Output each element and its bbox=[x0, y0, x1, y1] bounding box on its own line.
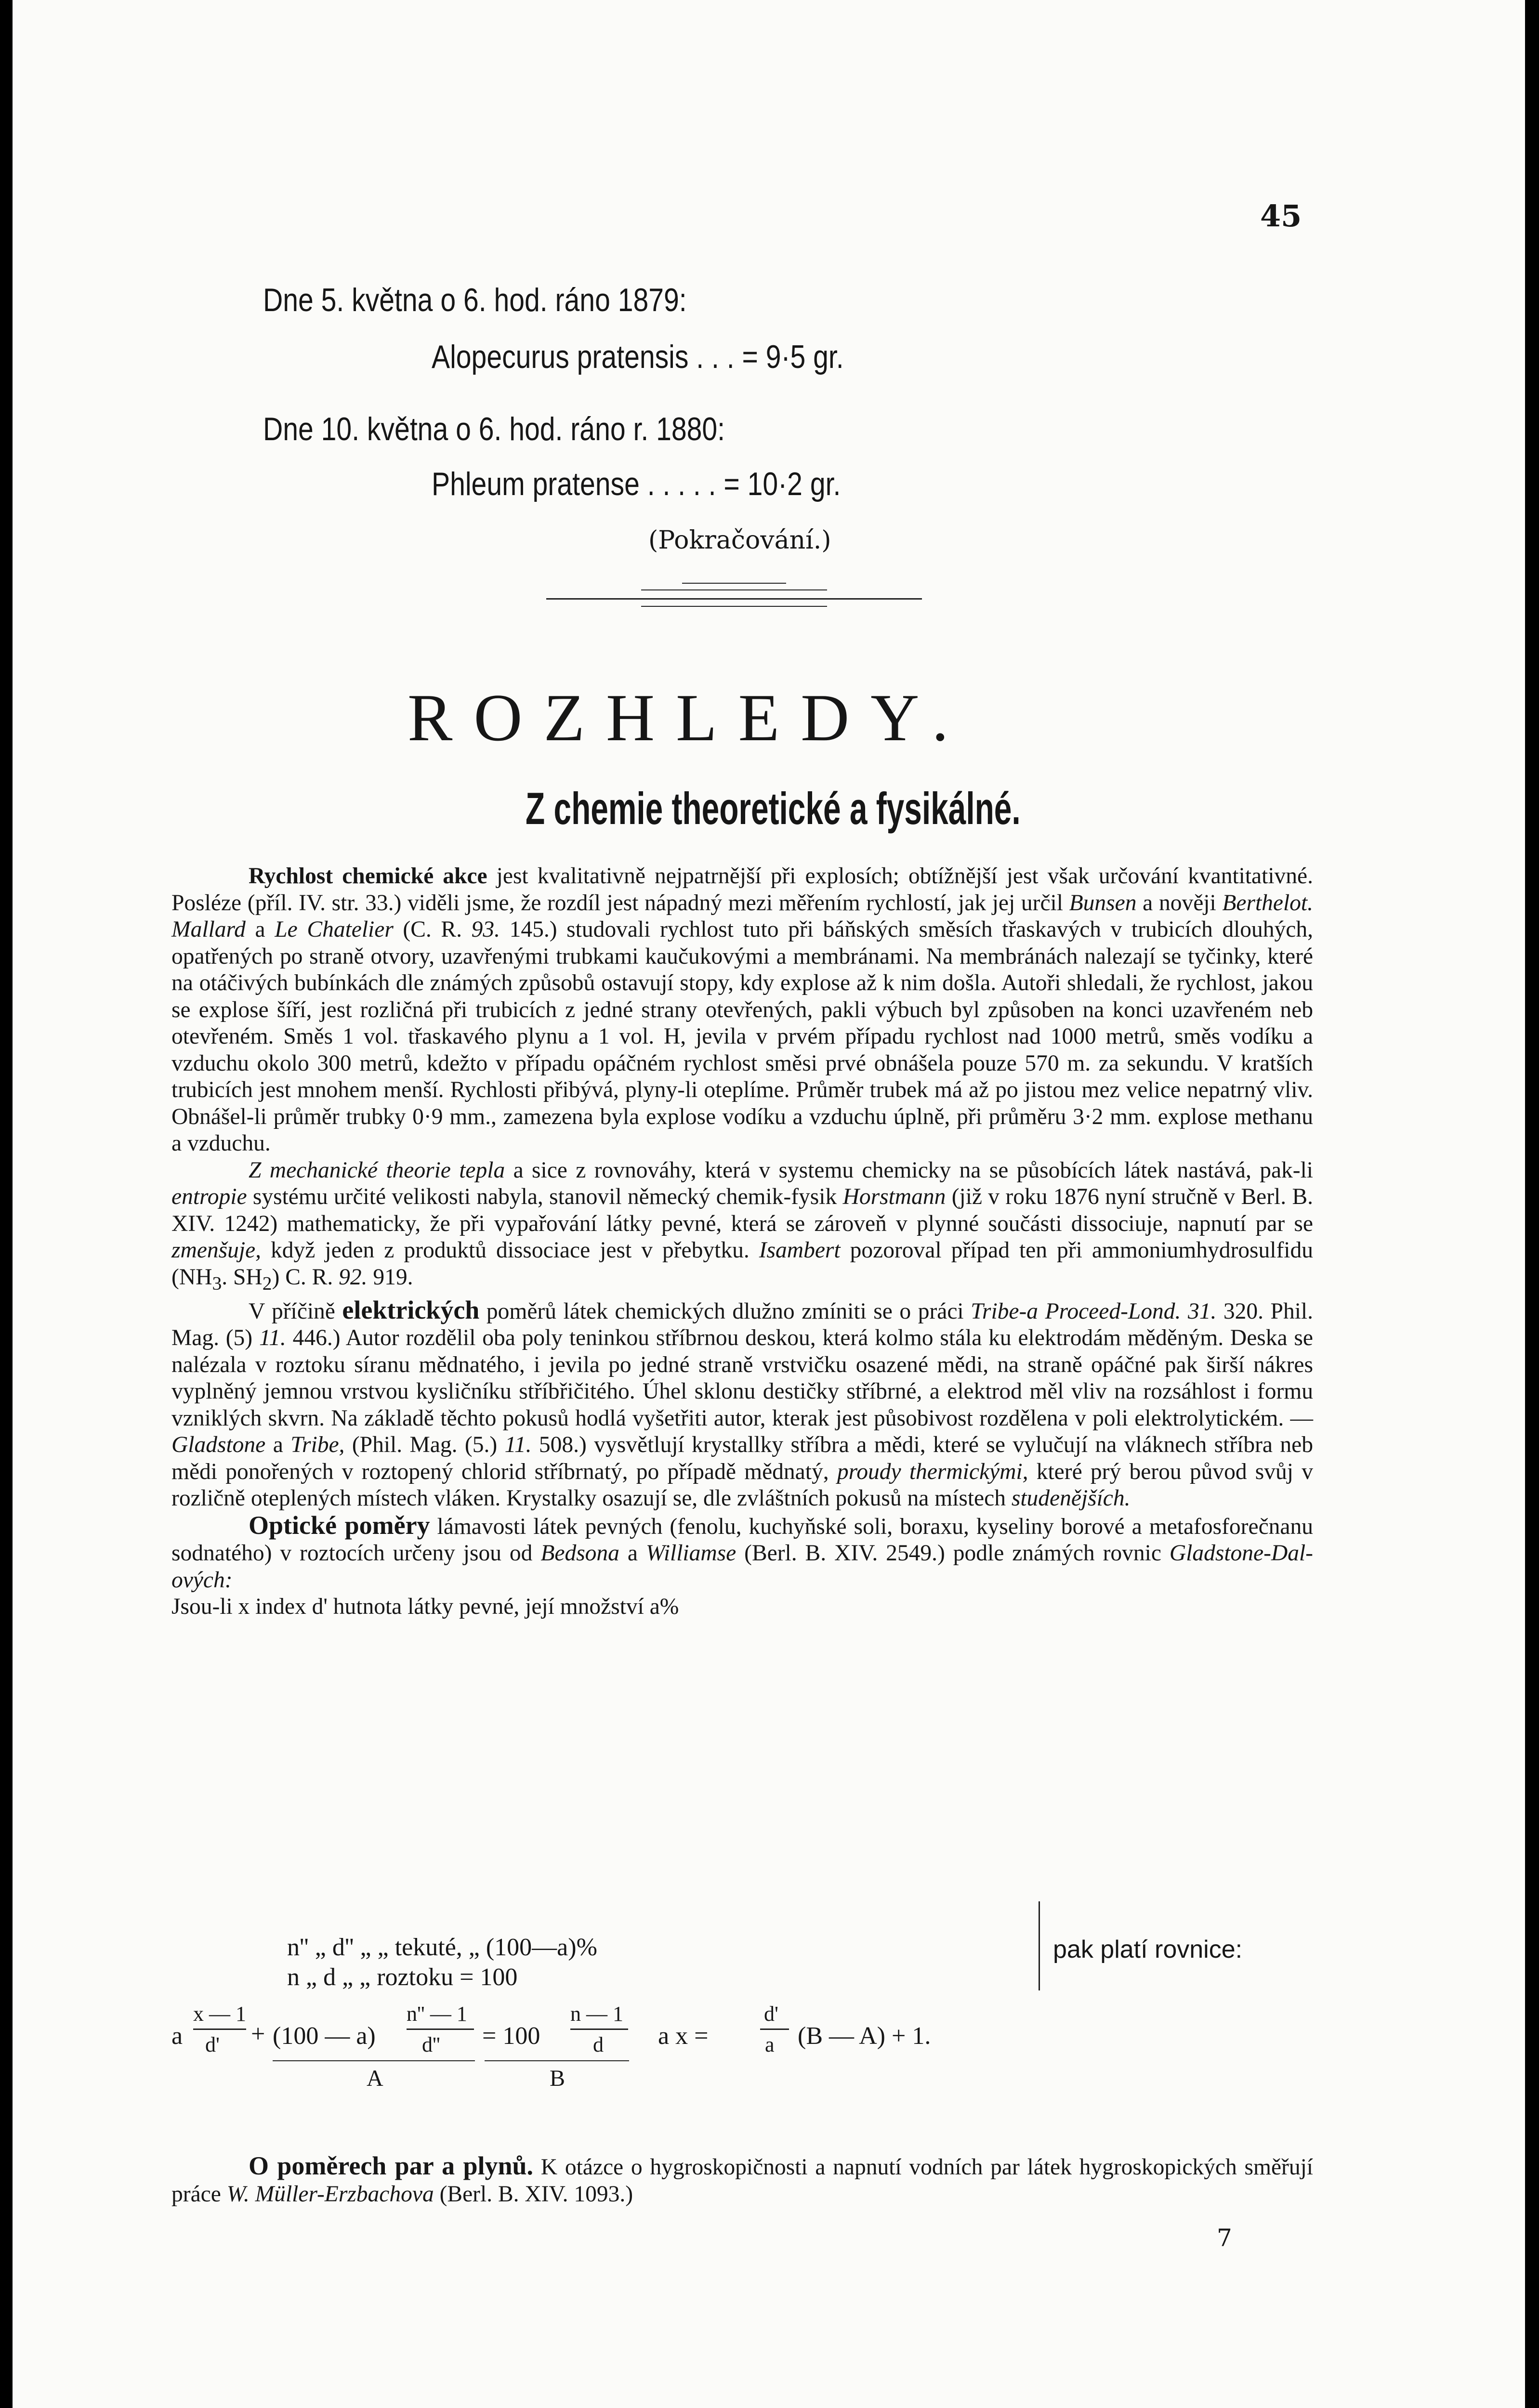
text-run: (C. R. bbox=[393, 917, 472, 942]
definition-line: Jsou-li x index d' hutnota látky pevné, její množství a% bbox=[171, 1594, 679, 1619]
fraction-numerator: d' bbox=[764, 2002, 778, 2026]
author-name: Horstmann bbox=[842, 1184, 946, 1209]
text-run: 919. bbox=[367, 1264, 413, 1290]
separator-line bbox=[682, 583, 786, 584]
author-name: Gladstone bbox=[171, 1432, 266, 1457]
paragraph-optical bbox=[171, 1512, 1313, 1594]
underbrace-b bbox=[485, 2060, 629, 2061]
section-title: ROZHLEDY. bbox=[408, 681, 970, 755]
author-name: Williamse bbox=[645, 1541, 737, 1566]
text-run: které prý berou původ svůj v rozličně oteplených místech vláken. Krystalky osazují se, dle zvláštních pokusů na místech bbox=[171, 1459, 1313, 1511]
text-run: 446.) Autor rozdělil oba poly teninkou stříbrnou deskou, která kolmo stála ku elektrodám měděným. Deska se nalézala v roztoku síranu mědnatého, i jevila po jedné straně vrstvičku osazené mědi, na straně opáčné pak širší nákres vyplněný jemnou vrstvou kysličníku stříbřičitého. Úhel sklonu destičky stříbrné, a elektrod měl vliv na rozsáhlost i formu vzniklých skvrn. Na základě těchto pokusů hodlá vyšetřiti autor, kterak jest působivost rozdělena v poli elektrolytickém. — bbox=[171, 1325, 1313, 1431]
signature-mark: 7 bbox=[1217, 2224, 1232, 2252]
text-run: poměrů látek chemických dlužno zmíniti se o práci bbox=[479, 1298, 971, 1324]
text-run: (Phil. Mag. (5.) bbox=[344, 1432, 505, 1457]
fraction-denominator: d bbox=[593, 2033, 604, 2056]
article-body-continued bbox=[171, 2153, 1313, 2208]
fraction-denominator: d'' bbox=[422, 2033, 440, 2056]
paragraph-mechanical-theory bbox=[171, 1157, 1313, 1297]
author-name: Tribe, bbox=[290, 1432, 345, 1457]
term: proudy thermickými, bbox=[837, 1459, 1028, 1484]
definition-row-liquid: n'' „ d'' „ „ tekuté, „ (100—a)% bbox=[287, 1934, 597, 1961]
fraction-denominator: a bbox=[765, 2033, 775, 2056]
term: studenějších. bbox=[1011, 1486, 1131, 1511]
author-name: Berthelot. Mallard bbox=[171, 890, 1313, 942]
text-run: 145.) studovali rychlost tuto při báňských směsích třaskavých v trubicích dlouhých, opatřených po straně otvory, uzavřenými trubkami kaučukovými a membránami. Na membránách nalezají se tyčinky, které na otáčivých bubínkách dle známých způsobů ostavují stopy, kdy explose až k nim došla. Autoři shledali, že rychlost, jakou se explose šíří, jest rozličná při trubicích z jedné strany otevřených, pakli výbuch byl způsoben na konci uzavřeném neb otevřeném. Směs 1 vol. třaskavého plynu a 1 vol. H, jevila v prvém případu rychlost nad 1000 metrů, směs vodíku a vzduchu okolo 300 metrů, kdežto v případu opáčném rychlost směsi prvé obnášela pouze 570 m. za sekundu. V kratších trubicích jest mnohem menší. Rychlosti přibývá, plyny-li oteplíme. Průměr trubek má až po jistou mez velice nepatrný vliv. Obnášel-li průměr trubky 0·9 mm., zamezena byla explose vodíku a vzduchu úplně, při průměru 3·2 mm. explose methanu a vzduchu. bbox=[171, 917, 1313, 1156]
author-name: W. Müller-Erzbachova bbox=[226, 2181, 434, 2207]
author-name: Bunsen bbox=[1069, 890, 1137, 916]
fraction-denominator: d' bbox=[205, 2033, 220, 2056]
text-run: a nověji bbox=[1136, 890, 1223, 916]
paragraph-reaction-speed bbox=[171, 863, 1313, 1157]
fraction-numerator: n'' — 1 bbox=[407, 2002, 467, 2026]
separator-line bbox=[546, 598, 922, 600]
text-run: V příčině bbox=[249, 1298, 342, 1324]
subscript: 3 bbox=[212, 1272, 222, 1294]
subsection-title: Z chemie theoretické a fysikálné. bbox=[526, 783, 1021, 834]
label-a: A bbox=[367, 2066, 383, 2091]
term: zmenšuje, bbox=[171, 1238, 262, 1263]
separator-line bbox=[641, 589, 827, 590]
author-name: Isambert bbox=[759, 1238, 841, 1263]
author-name: Tribe-a Proceed-Lond. 31. bbox=[971, 1298, 1217, 1324]
volume-number: 92. bbox=[339, 1264, 368, 1290]
text-run: a bbox=[245, 917, 275, 942]
parenthesis-term: (100 — a) bbox=[273, 2022, 376, 2050]
text-run: lámavosti látek pevných (fenolu, kuchyňské soli, boraxu, kyseliny borové a metafosforečnanu sodnatého) v roztocích určeny jsou od bbox=[171, 1514, 1313, 1566]
underbrace-a bbox=[273, 2060, 475, 2061]
continued-note: (Pokračování.) bbox=[648, 526, 831, 555]
paragraph-lead: Optické poměry bbox=[249, 1510, 430, 1540]
paragraph-lead: O poměrech par a plynů. bbox=[249, 2151, 534, 2180]
volume-number: 11. bbox=[504, 1432, 532, 1457]
paragraph-lead: Rychlost chemické akce bbox=[249, 864, 487, 889]
brace-line bbox=[1039, 1901, 1040, 1990]
page bbox=[13, 0, 1525, 2408]
measurement-date-2: Dne 10. května o 6. hod. ráno r. 1880: bbox=[263, 411, 725, 447]
text-run: systému určité velikosti nabyla, stanovil německý chemik-fysik bbox=[247, 1184, 843, 1209]
equation-tail: (B — A) + 1. bbox=[798, 2022, 931, 2050]
equation-ax: a x = bbox=[658, 2022, 709, 2050]
term: entropie bbox=[171, 1184, 247, 1209]
equals-100: = 100 bbox=[482, 2022, 540, 2050]
fraction-bar bbox=[760, 2028, 789, 2030]
text-run: ) C. R. bbox=[272, 1264, 339, 1290]
text-run: 508.) vysvětlují krystallky stříbra a mědi, které se vylučují na vláknech stříbra neb mědi ponořených v roztopený chlorid stříbrnatý, po případě mědnatý, bbox=[171, 1432, 1313, 1484]
volume-number: 11. bbox=[259, 1325, 286, 1350]
paragraph-electric bbox=[171, 1297, 1313, 1512]
fraction-bar bbox=[570, 2028, 628, 2030]
paragraph-lead: elektrických bbox=[342, 1295, 480, 1324]
fraction-bar bbox=[407, 2028, 474, 2030]
text-run: a bbox=[265, 1432, 291, 1457]
text-run: a sice z rovnováhy, která v systemu chemicky na se působících látek nastává, pak-li bbox=[505, 1157, 1313, 1183]
text-run: (již v roku 1876 nyní stručně v Berl. B. XIV. 1242) mathematicky, že při vypařování látky pevné, která se zároveň v plynné součásti dissociuje, napnutí par se bbox=[171, 1184, 1313, 1236]
text-run: když jeden z produktů dissociace jest v přebytku. bbox=[261, 1238, 759, 1263]
text-run: a bbox=[619, 1541, 646, 1566]
measurement-entry-2: Phleum pratense . . . . . = 10·2 gr. bbox=[432, 466, 841, 502]
fraction-numerator: x — 1 bbox=[193, 2002, 246, 2026]
volume-number: 93. bbox=[471, 917, 500, 942]
text-run: jest kvalitativně nejpatrnější při explosích; obtížnější jest však určování kvantitativné. Posléze (příl. IV. str. 33.) viděli jsme, že rozdíl jest nápadný mezi měřením rychlostí, jak jej určil bbox=[171, 864, 1313, 916]
text-run: pozoroval případ ten při ammoniumhydrosulfidu (NH bbox=[171, 1238, 1313, 1290]
formula-name: Gladstone-Dal-ových: bbox=[171, 1541, 1313, 1593]
separator-line bbox=[641, 606, 827, 607]
gladstone-dale-formula bbox=[171, 1930, 1313, 2133]
definition-row-solution: n „ d „ „ roztoku = 100 bbox=[287, 1963, 518, 1991]
article-body bbox=[171, 863, 1313, 1621]
paragraph-lead: Z mechanické theorie tepla bbox=[249, 1157, 505, 1183]
text-run: . SH bbox=[222, 1264, 263, 1290]
fraction-numerator: n — 1 bbox=[570, 2002, 623, 2026]
author-name: Le Chatelier bbox=[275, 917, 394, 942]
text-run: 320. Phil. Mag. (5) bbox=[171, 1298, 1313, 1350]
plus-sign: + bbox=[251, 2020, 265, 2048]
equation-a: a bbox=[171, 2022, 183, 2050]
page-number: 45 bbox=[1260, 198, 1302, 234]
author-name: Bedsona bbox=[540, 1541, 619, 1566]
text-run: (Berl. B. XIV. 2549.) podle známých rovnic bbox=[736, 1541, 1170, 1566]
text-run: (Berl. B. XIV. 1093.) bbox=[434, 2181, 633, 2207]
measurement-date-1: Dne 5. května o 6. hod. ráno 1879: bbox=[263, 282, 687, 318]
text-run: K otázce o hygroskopičnosti a napnutí vodních par látek hygroskopických směřují práce bbox=[171, 2155, 1313, 2207]
fraction-bar bbox=[193, 2028, 246, 2030]
measurement-entry-1: Alopecurus pratensis . . . = 9·5 gr. bbox=[432, 339, 844, 375]
subscript: 2 bbox=[262, 1272, 272, 1294]
paragraph-vapours bbox=[171, 2153, 1313, 2208]
label-b: B bbox=[550, 2066, 566, 2091]
equation-intro: pak platí rovnice: bbox=[1053, 1936, 1243, 1963]
